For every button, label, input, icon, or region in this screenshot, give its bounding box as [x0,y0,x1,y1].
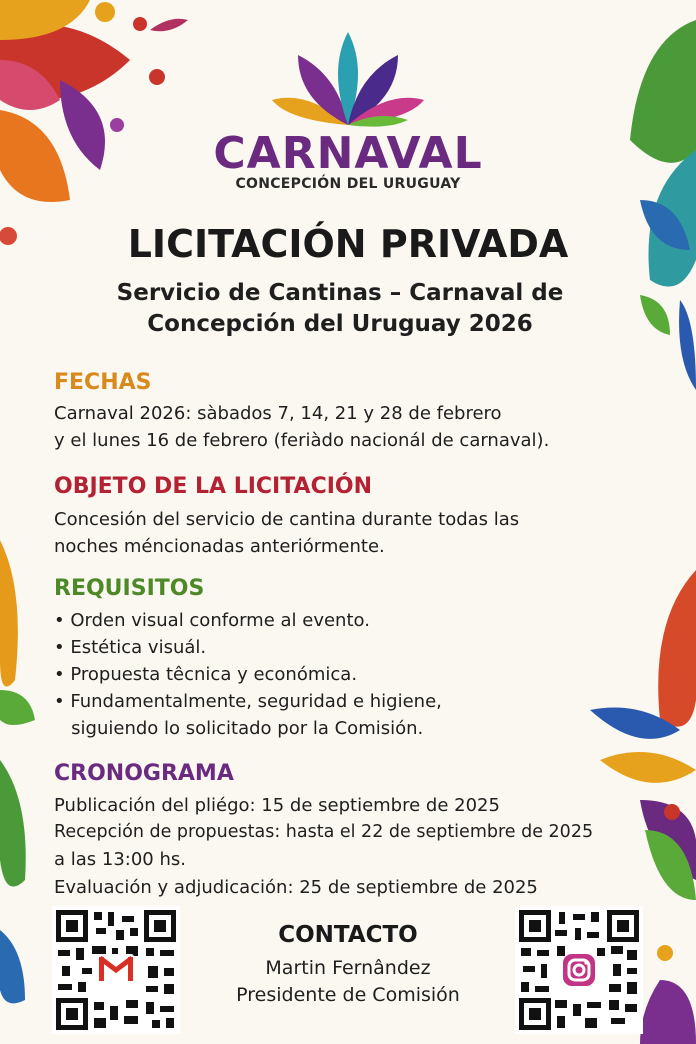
cronograma-line: Publicación del pliégo: 15 de septiembre de 2025 [54,795,500,816]
contact-heading: CONTACTO [278,922,418,948]
page-title: LICITACIÓN PRIVADA [127,222,569,266]
section-heading-requisitos: REQUISITOS [54,576,205,601]
contact-role: Presidente de Comisión [236,984,460,1006]
contact-name: Martin Fernândez [265,957,431,979]
fechas-line: y el lunes 16 de febrero (feriàdo nacionál de carnaval). [54,430,550,451]
carnaval-logo-icon [268,30,428,130]
cronograma-line: a las 13:00 hs. [54,849,186,870]
qr-code-instagram[interactable] [515,906,643,1034]
section-heading-cronograma: CRONOGRAMA [54,761,234,786]
qr-code-gmail[interactable] [52,906,180,1034]
fechas-line: Carnaval 2026: sàbados 7, 14, 21 y 28 de febrero [54,403,502,424]
requisito-item: • Estética visuál. [54,637,207,658]
page-subtitle [70,278,610,340]
brand-title: CARNAVAL [213,128,483,179]
gmail-icon [98,954,134,982]
cronograma-line: Evaluación y adjudicación: 25 de septiembre de 2025 [54,877,538,898]
brand-subtitle: CONCEPCIÓN DEL URUGUAY [235,176,461,192]
requisito-item: siguiendo lo solicitado por la Comisión. [54,718,424,739]
objeto-line: noches méncionadas anteriórmente. [54,536,385,557]
requisito-item: • Orden visual conforme al evento. [54,610,370,631]
subtitle-line: Concepción del Uruguay 2026 [147,311,533,337]
subtitle-line: Servicio de Cantinas – Carnaval de [116,280,564,306]
requisito-item: • Propuesta têcnica y económica. [54,664,358,685]
section-heading-fechas: FECHAS [54,370,152,395]
cronograma-line: Recepción de propuestas: hasta el 22 de septiembre de 2025 [54,822,594,842]
objeto-line: Concesión del servicio de cantina durante todas las [54,509,520,530]
section-heading-objeto: OBJETO DE LA LICITACIÓN [54,474,373,499]
instagram-icon [563,954,595,986]
requisito-item: • Fundamentalmente, seguridad e higiene, [54,691,442,712]
